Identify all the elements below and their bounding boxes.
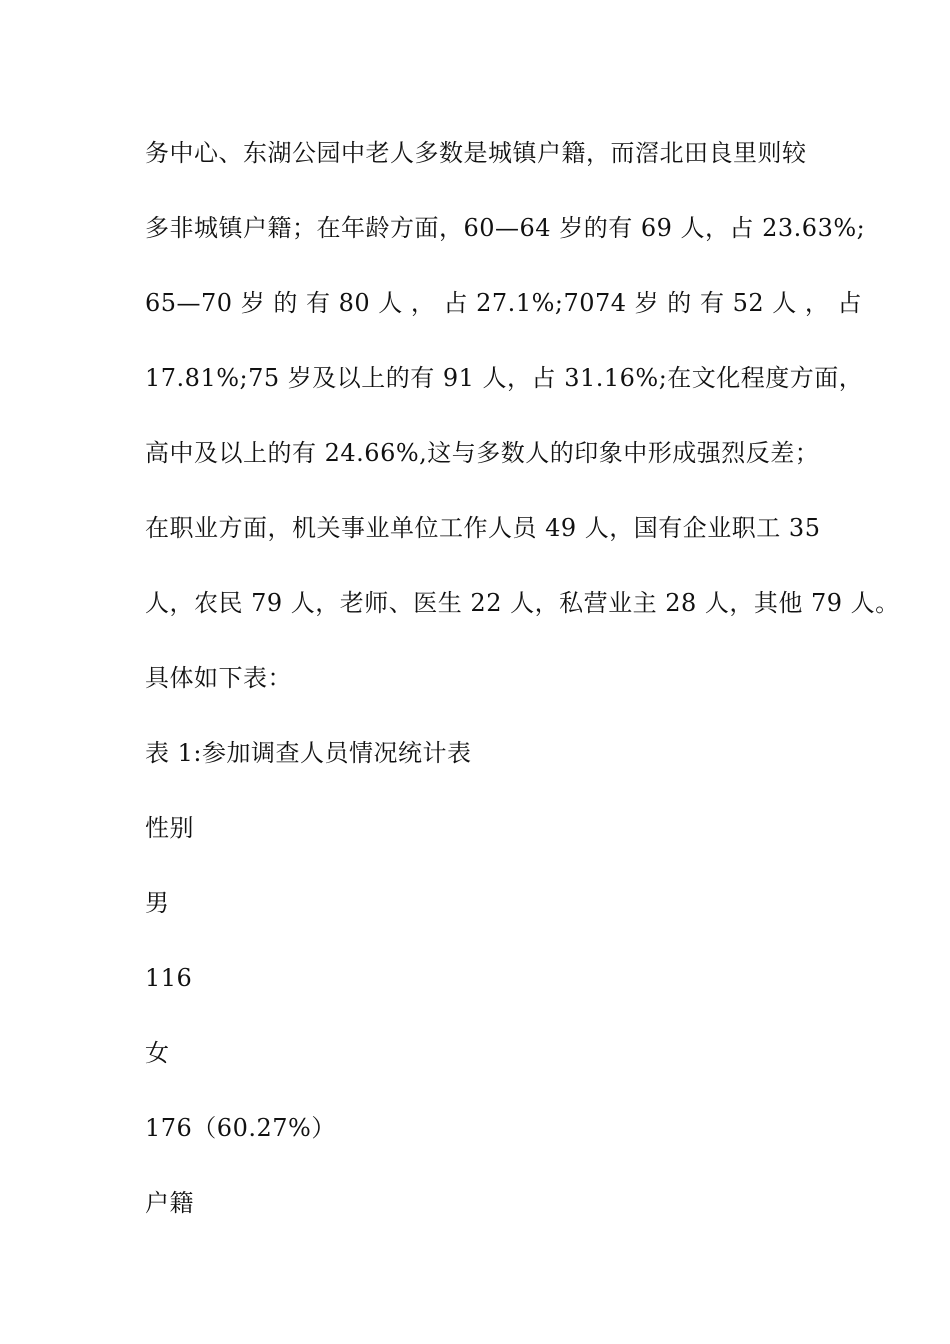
paragraph-line-5: 高中及以上的有 24.66%,这与多数人的印象中形成强烈反差； [145,439,820,467]
table-item-male-count: 116 [145,964,193,992]
table-item-female-count: 176（60.27%） [145,1114,336,1142]
paragraph-line-1: 务中心、东湖公园中老人多数是城镇户籍，而滘北田良里则较 [145,139,807,167]
table-caption: 表 1:参加调查人员情况统计表 [145,739,472,767]
table-item-female-label: 女 [145,1039,170,1067]
table-item-gender-label: 性别 [145,814,194,842]
table-item-household-label: 户籍 [145,1189,194,1217]
paragraph-line-2: 多非城镇户籍；在年龄方面，60—64 岁的有 69 人，占 23.63%; [145,214,866,242]
paragraph-line-7: 人，农民 79 人，老师、医生 22 人，私营业主 28 人，其他 79 人。 [145,589,900,617]
paragraph-line-4: 17.81%;75 岁及以上的有 91 人，占 31.16%;在文化程度方面， [145,364,864,392]
table-item-male-label: 男 [145,889,170,917]
paragraph-line-6: 在职业方面，机关事业单位工作人员 49 人，国有企业职工 35 [145,514,821,542]
paragraph-line-8: 具体如下表： [145,664,292,692]
paragraph-line-3: 65—70 岁 的 有 80 人 ， 占 27.1%;7074 岁 的 有 52 人 ， 占 [145,289,862,317]
